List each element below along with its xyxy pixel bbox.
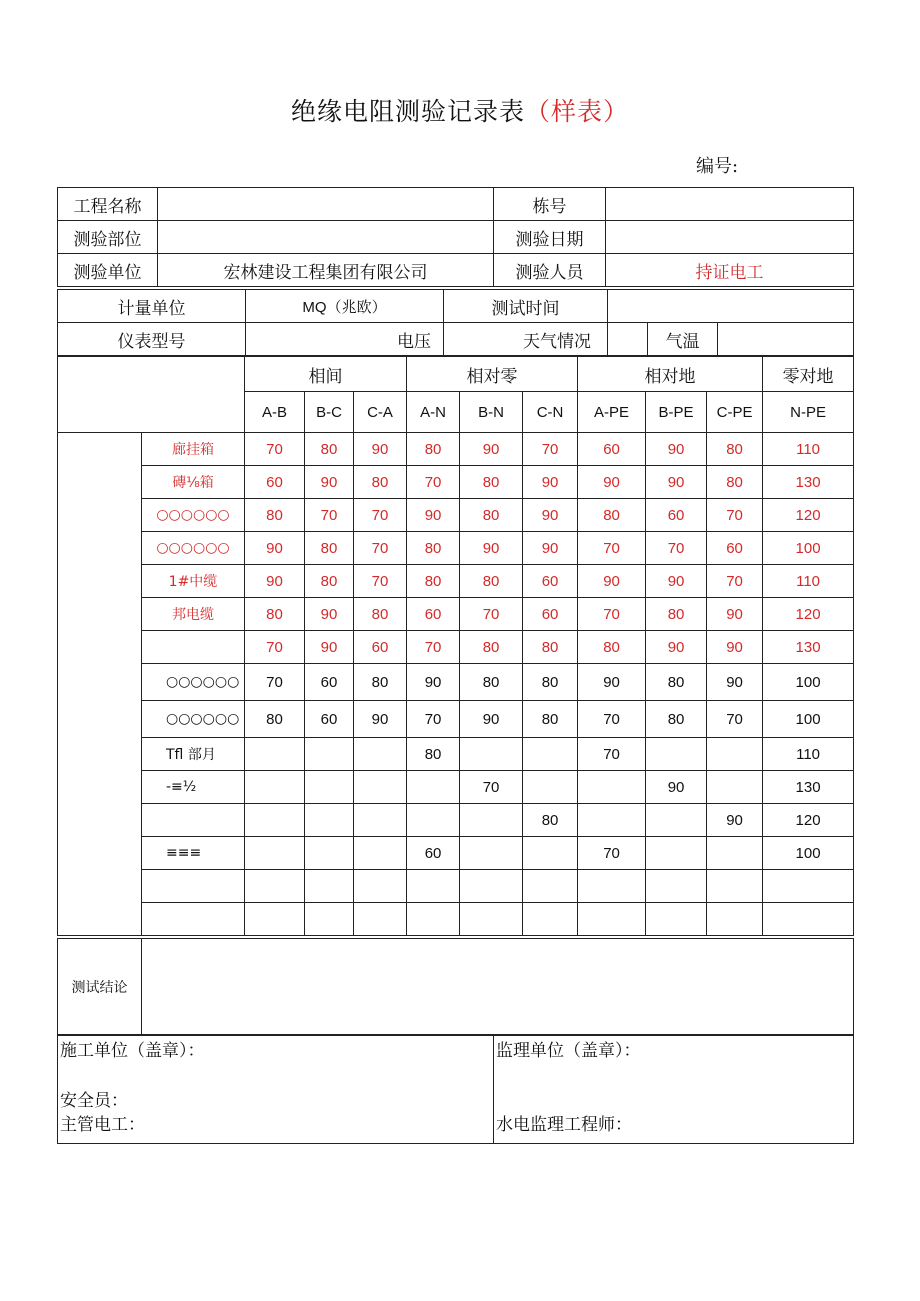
data-cell[interactable]: 90 bbox=[578, 664, 646, 701]
data-cell[interactable]: 60 bbox=[523, 565, 578, 598]
data-cell[interactable]: 90 bbox=[707, 664, 763, 701]
data-cell[interactable]: 90 bbox=[707, 598, 763, 631]
data-cell[interactable]: 80 bbox=[407, 532, 460, 565]
table-row bbox=[58, 903, 854, 936]
data-cell[interactable]: 70 bbox=[707, 565, 763, 598]
data-cell[interactable]: 100 bbox=[763, 532, 854, 565]
row-name: 廊挂箱 bbox=[142, 433, 245, 466]
column-header: B-PE bbox=[646, 392, 707, 433]
column-header: A-B bbox=[245, 392, 305, 433]
group-header: 相对地 bbox=[578, 357, 763, 392]
row-name: Tfl 部月 bbox=[142, 738, 245, 771]
data-cell[interactable]: 110 bbox=[763, 433, 854, 466]
data-cell[interactable]: 80 bbox=[354, 598, 407, 631]
row-group-blank bbox=[58, 433, 142, 936]
data-cell[interactable]: 60 bbox=[407, 837, 460, 870]
data-cell[interactable]: 80 bbox=[354, 664, 407, 701]
data-cell[interactable] bbox=[245, 870, 305, 903]
data-cell[interactable] bbox=[707, 837, 763, 870]
data-cell[interactable] bbox=[646, 903, 707, 936]
data-cell[interactable] bbox=[646, 738, 707, 771]
table-row bbox=[58, 664, 854, 701]
data-cell[interactable]: 80 bbox=[245, 701, 305, 738]
serial-number-label: 编号: bbox=[696, 156, 739, 177]
test-unit-label: 测验单位 bbox=[58, 254, 158, 287]
supervision-unit-label: 监理单位（盖章）： bbox=[496, 1041, 641, 1061]
data-cell[interactable]: 90 bbox=[707, 804, 763, 837]
data-cell[interactable]: 70 bbox=[407, 466, 460, 499]
data-cell[interactable] bbox=[245, 903, 305, 936]
weather-label: 天气情况 bbox=[444, 323, 608, 356]
row-name: ○○○○○○ bbox=[142, 701, 245, 738]
column-header: N-PE bbox=[763, 392, 854, 433]
data-cell[interactable] bbox=[578, 804, 646, 837]
chief-electrician-label: 主管电工： bbox=[60, 1115, 145, 1135]
data-cell[interactable] bbox=[460, 837, 523, 870]
resistance-data-table bbox=[57, 356, 854, 936]
voltage-label: 电压 bbox=[246, 323, 444, 356]
data-cell[interactable] bbox=[354, 738, 407, 771]
data-cell[interactable]: 80 bbox=[707, 433, 763, 466]
row-name: 磚⅛箱 bbox=[142, 466, 245, 499]
data-cell[interactable]: 100 bbox=[763, 664, 854, 701]
data-cell[interactable]: 80 bbox=[460, 466, 523, 499]
group-header: 相间 bbox=[245, 357, 407, 392]
test-date-value[interactable] bbox=[606, 221, 854, 254]
data-cell[interactable]: 70 bbox=[707, 499, 763, 532]
test-date-label: 测验日期 bbox=[494, 221, 606, 254]
data-cell[interactable]: 90 bbox=[707, 631, 763, 664]
supervision-sign-cell[interactable] bbox=[494, 1035, 854, 1144]
data-cell[interactable] bbox=[354, 837, 407, 870]
construction-unit-label: 施工单位（盖章）： bbox=[60, 1041, 205, 1061]
test-unit-value[interactable]: 宏林建设工程集团有限公司 bbox=[158, 254, 494, 287]
data-cell[interactable]: 80 bbox=[523, 701, 578, 738]
column-header: C-PE bbox=[707, 392, 763, 433]
data-cell[interactable] bbox=[707, 870, 763, 903]
data-cell[interactable] bbox=[305, 804, 354, 837]
data-cell[interactable] bbox=[763, 903, 854, 936]
info-table bbox=[57, 187, 854, 287]
data-cell[interactable]: 70 bbox=[407, 701, 460, 738]
data-cell[interactable] bbox=[523, 738, 578, 771]
data-cell[interactable]: 90 bbox=[354, 433, 407, 466]
data-cell[interactable]: 80 bbox=[578, 499, 646, 532]
data-cell[interactable]: 90 bbox=[646, 466, 707, 499]
data-cell[interactable] bbox=[707, 738, 763, 771]
conclusion-table bbox=[57, 938, 854, 1036]
row-name: ○○○○○○ bbox=[142, 499, 245, 532]
data-cell[interactable] bbox=[523, 837, 578, 870]
data-cell[interactable]: 100 bbox=[763, 837, 854, 870]
building-value[interactable] bbox=[606, 188, 854, 221]
data-cell[interactable]: 70 bbox=[578, 837, 646, 870]
data-cell[interactable]: 80 bbox=[407, 738, 460, 771]
data-cell[interactable]: 90 bbox=[460, 532, 523, 565]
data-cell[interactable]: 90 bbox=[305, 598, 354, 631]
data-cell[interactable]: 90 bbox=[305, 631, 354, 664]
data-cell[interactable]: 60 bbox=[578, 433, 646, 466]
project-name-value[interactable] bbox=[158, 188, 494, 221]
conclusion-value[interactable] bbox=[142, 939, 854, 1036]
table-row bbox=[58, 837, 854, 870]
data-cell[interactable] bbox=[354, 903, 407, 936]
data-cell[interactable]: 90 bbox=[305, 466, 354, 499]
row-name bbox=[142, 870, 245, 903]
tester-value[interactable]: 持证电工 bbox=[606, 254, 854, 287]
conclusion-label: 测试结论 bbox=[58, 939, 142, 1036]
data-cell[interactable]: 80 bbox=[460, 664, 523, 701]
table-row bbox=[58, 466, 854, 499]
data-cell[interactable]: 80 bbox=[354, 466, 407, 499]
data-cell[interactable]: 80 bbox=[245, 499, 305, 532]
data-cell[interactable] bbox=[460, 903, 523, 936]
data-cell[interactable] bbox=[646, 870, 707, 903]
data-cell[interactable]: 70 bbox=[707, 701, 763, 738]
data-cell[interactable]: 130 bbox=[763, 631, 854, 664]
data-cell[interactable] bbox=[460, 870, 523, 903]
data-cell[interactable] bbox=[460, 738, 523, 771]
data-cell[interactable]: 70 bbox=[407, 631, 460, 664]
table-row bbox=[58, 532, 854, 565]
column-header: C-N bbox=[523, 392, 578, 433]
data-cell[interactable]: 60 bbox=[707, 532, 763, 565]
data-cell[interactable]: 130 bbox=[763, 771, 854, 804]
data-cell[interactable] bbox=[305, 771, 354, 804]
data-cell[interactable]: 70 bbox=[646, 532, 707, 565]
data-cell[interactable]: 90 bbox=[460, 701, 523, 738]
data-cell[interactable]: 90 bbox=[460, 433, 523, 466]
data-cell[interactable] bbox=[578, 870, 646, 903]
title-main: 绝缘电阻测验记录表 bbox=[290, 97, 525, 126]
data-cell[interactable]: 70 bbox=[578, 701, 646, 738]
column-header: B-C bbox=[305, 392, 354, 433]
data-cell[interactable]: 90 bbox=[523, 466, 578, 499]
data-cell[interactable]: 90 bbox=[523, 499, 578, 532]
building-label: 栋号 bbox=[494, 188, 606, 221]
row-name: 1#中缆 bbox=[142, 565, 245, 598]
data-cell[interactable] bbox=[245, 771, 305, 804]
data-cell[interactable] bbox=[523, 903, 578, 936]
data-cell[interactable]: 90 bbox=[646, 771, 707, 804]
data-cell[interactable]: 70 bbox=[305, 499, 354, 532]
data-cell[interactable] bbox=[707, 771, 763, 804]
data-cell[interactable] bbox=[646, 804, 707, 837]
column-header: B-N bbox=[460, 392, 523, 433]
data-cell[interactable] bbox=[707, 903, 763, 936]
data-cell[interactable]: 90 bbox=[578, 466, 646, 499]
data-cell[interactable]: 80 bbox=[245, 598, 305, 631]
data-cell[interactable]: 60 bbox=[354, 631, 407, 664]
table-row bbox=[58, 433, 854, 466]
title-suffix: （样表） bbox=[525, 97, 630, 126]
row-name: -≡½ bbox=[142, 771, 245, 804]
data-cell[interactable]: 80 bbox=[460, 565, 523, 598]
test-time-label: 测试时间 bbox=[444, 290, 608, 323]
data-cell[interactable]: 120 bbox=[763, 499, 854, 532]
project-name-label: 工程名称 bbox=[58, 188, 158, 221]
data-cell[interactable] bbox=[460, 804, 523, 837]
data-cell[interactable]: 80 bbox=[305, 532, 354, 565]
data-cell[interactable] bbox=[407, 771, 460, 804]
data-cell[interactable]: 70 bbox=[245, 433, 305, 466]
data-cell[interactable]: 80 bbox=[523, 664, 578, 701]
data-cell[interactable]: 120 bbox=[763, 804, 854, 837]
data-cell[interactable] bbox=[354, 804, 407, 837]
row-name: 邦电缆 bbox=[142, 598, 245, 631]
data-cell[interactable]: 90 bbox=[354, 701, 407, 738]
row-name: ≡≡≡ bbox=[142, 837, 245, 870]
data-cell[interactable]: 80 bbox=[578, 631, 646, 664]
data-cell[interactable]: 90 bbox=[646, 565, 707, 598]
data-cell[interactable] bbox=[305, 837, 354, 870]
column-header: C-A bbox=[354, 392, 407, 433]
tester-label: 测验人员 bbox=[494, 254, 606, 287]
data-cell[interactable] bbox=[245, 804, 305, 837]
table-row bbox=[58, 870, 854, 903]
data-cell[interactable] bbox=[354, 771, 407, 804]
data-cell[interactable]: 80 bbox=[523, 631, 578, 664]
data-cell[interactable]: 80 bbox=[460, 631, 523, 664]
row-name bbox=[142, 903, 245, 936]
row-name: ○○○○○○ bbox=[142, 532, 245, 565]
data-cell[interactable]: 60 bbox=[305, 701, 354, 738]
data-cell[interactable]: 70 bbox=[245, 664, 305, 701]
data-cell[interactable]: 60 bbox=[305, 664, 354, 701]
data-cell[interactable] bbox=[763, 870, 854, 903]
table-row bbox=[58, 499, 854, 532]
data-cell[interactable] bbox=[354, 870, 407, 903]
data-cell[interactable] bbox=[523, 771, 578, 804]
data-cell[interactable]: 60 bbox=[523, 598, 578, 631]
table-row bbox=[58, 701, 854, 738]
unit-value: MQ（兆欧） bbox=[246, 290, 444, 323]
data-cell[interactable]: 70 bbox=[354, 532, 407, 565]
data-cell[interactable] bbox=[578, 903, 646, 936]
data-cell[interactable] bbox=[407, 903, 460, 936]
data-cell[interactable]: 60 bbox=[245, 466, 305, 499]
data-cell[interactable]: 80 bbox=[646, 598, 707, 631]
table-row bbox=[58, 738, 854, 771]
data-cell[interactable]: 90 bbox=[245, 565, 305, 598]
table-row bbox=[58, 771, 854, 804]
data-cell[interactable]: 60 bbox=[646, 499, 707, 532]
construction-sign-cell[interactable] bbox=[58, 1035, 494, 1144]
data-cell[interactable]: 80 bbox=[305, 433, 354, 466]
test-part-label: 测验部位 bbox=[58, 221, 158, 254]
data-cell[interactable] bbox=[523, 870, 578, 903]
header-blank bbox=[58, 357, 245, 433]
supervision-engineer-label: 水电监理工程师： bbox=[496, 1115, 632, 1135]
data-cell[interactable]: 70 bbox=[460, 598, 523, 631]
column-header: A-N bbox=[407, 392, 460, 433]
temp-label: 气温 bbox=[648, 323, 718, 356]
data-cell[interactable]: 80 bbox=[407, 565, 460, 598]
data-cell[interactable]: 100 bbox=[763, 701, 854, 738]
safety-officer-label: 安全员： bbox=[60, 1091, 128, 1111]
data-cell[interactable]: 70 bbox=[578, 532, 646, 565]
row-name: ○○○○○○ bbox=[142, 664, 245, 701]
data-cell[interactable]: 130 bbox=[763, 466, 854, 499]
meter-label: 仪表型号 bbox=[58, 323, 246, 356]
data-cell[interactable] bbox=[578, 771, 646, 804]
row-name bbox=[142, 804, 245, 837]
data-cell[interactable] bbox=[245, 738, 305, 771]
data-cell[interactable]: 80 bbox=[707, 466, 763, 499]
data-cell[interactable]: 90 bbox=[523, 532, 578, 565]
table-row bbox=[58, 631, 854, 664]
data-cell[interactable]: 70 bbox=[578, 738, 646, 771]
data-cell[interactable]: 90 bbox=[646, 631, 707, 664]
data-cell[interactable]: 110 bbox=[763, 738, 854, 771]
table-row bbox=[58, 804, 854, 837]
data-cell[interactable] bbox=[245, 837, 305, 870]
table-row bbox=[58, 598, 854, 631]
group-header: 零对地 bbox=[763, 357, 854, 392]
weather-value[interactable] bbox=[608, 323, 648, 356]
temp-value[interactable] bbox=[718, 323, 854, 356]
data-cell[interactable]: 90 bbox=[245, 532, 305, 565]
page-title bbox=[0, 92, 920, 128]
data-cell[interactable]: 70 bbox=[523, 433, 578, 466]
data-cell[interactable]: 80 bbox=[523, 804, 578, 837]
data-cell[interactable]: 70 bbox=[354, 565, 407, 598]
test-time-value[interactable] bbox=[608, 290, 854, 323]
data-cell[interactable]: 90 bbox=[646, 433, 707, 466]
data-cell[interactable] bbox=[407, 804, 460, 837]
data-cell[interactable]: 60 bbox=[407, 598, 460, 631]
row-name bbox=[142, 631, 245, 664]
data-cell[interactable]: 80 bbox=[407, 433, 460, 466]
data-cell[interactable]: 70 bbox=[354, 499, 407, 532]
info-table-2 bbox=[57, 289, 854, 356]
data-cell[interactable]: 70 bbox=[460, 771, 523, 804]
data-cell[interactable] bbox=[305, 870, 354, 903]
unit-label: 计量单位 bbox=[58, 290, 246, 323]
data-cell[interactable]: 70 bbox=[578, 598, 646, 631]
table-row bbox=[58, 565, 854, 598]
data-cell[interactable] bbox=[646, 837, 707, 870]
data-cell[interactable]: 90 bbox=[578, 565, 646, 598]
data-cell[interactable]: 80 bbox=[646, 664, 707, 701]
data-cell[interactable]: 80 bbox=[305, 565, 354, 598]
data-cell[interactable]: 90 bbox=[407, 664, 460, 701]
data-cell[interactable]: 70 bbox=[245, 631, 305, 664]
test-part-value[interactable] bbox=[158, 221, 494, 254]
data-cell[interactable]: 80 bbox=[460, 499, 523, 532]
data-cell[interactable]: 120 bbox=[763, 598, 854, 631]
data-cell[interactable]: 90 bbox=[407, 499, 460, 532]
group-header: 相对零 bbox=[407, 357, 578, 392]
data-cell[interactable] bbox=[305, 903, 354, 936]
column-header: A-PE bbox=[578, 392, 646, 433]
signature-table bbox=[57, 1034, 854, 1144]
data-cell[interactable] bbox=[305, 738, 354, 771]
data-cell[interactable]: 80 bbox=[646, 701, 707, 738]
data-cell[interactable] bbox=[407, 870, 460, 903]
data-cell[interactable]: 110 bbox=[763, 565, 854, 598]
